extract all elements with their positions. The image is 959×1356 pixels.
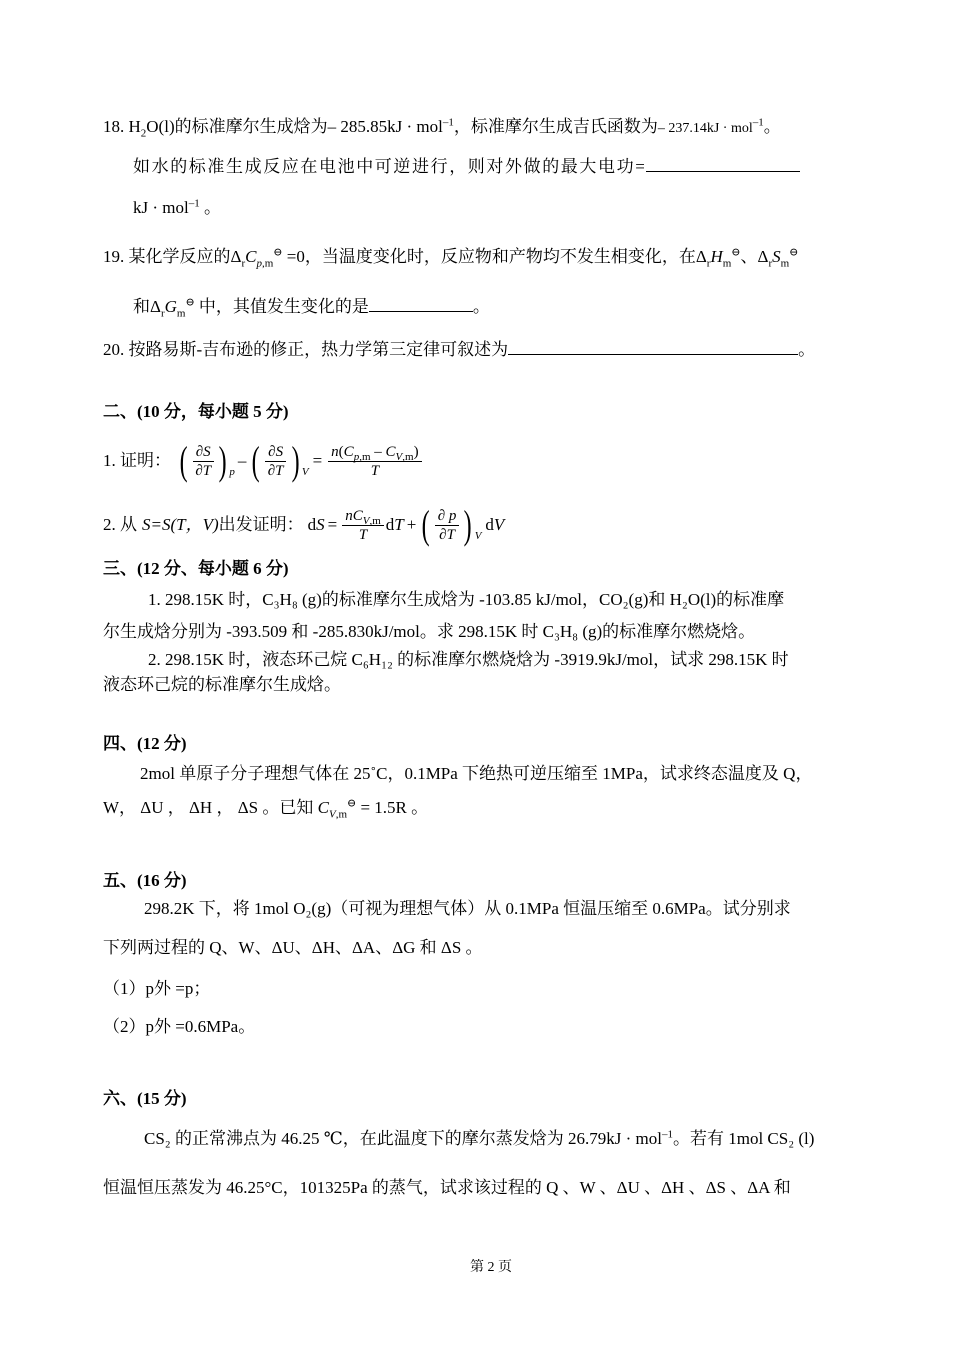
section-4-heading: 四、(12 分): [103, 734, 187, 753]
delta-r-s: $\Delta_rS_m^⊖$: [757, 246, 799, 270]
sec5-case2: （2）p外 =0.6MPa。: [103, 1017, 256, 1036]
sec3-p2-line1: 2. 298.15K 时，液态环己烷 C₆H₁₂ 的标准摩尔燃烧焓为 -3919.9kJ/mol，试求 298.15K 时: [148, 650, 789, 669]
section-5-heading: 五、(16 分): [103, 871, 187, 890]
sec2-proof1: 1. 证明： ( $\frac{\partial S}{\partial T}$ ) p – ( $\frac{\partial S}{\partial T}$ ) V = $\frac{n(C_{p,m} - C_{V,m})}{T}$: [103, 438, 424, 484]
eq-proof2: d S = $\frac{nC_{V,m}}{T}$ d T + ( $\frac{\partial p}{\partial T}$ ) V dV: [307, 502, 505, 547]
cv-m-symbol: $C_{V,m}^⊖$: [317, 797, 357, 821]
sec4-line1: 2mol 单原子分子理想气体在 25˚C，0.1MPa 下绝热可逆压缩至 1MPa，试求终态温度及 Q，: [140, 764, 813, 783]
section-2-heading: 二、(10 分，每小题 5 分): [103, 402, 289, 421]
dHf-value: – 285.85kJ · mol: [327, 117, 443, 136]
sec4-line2: W， ΔU ， ΔH ， ΔS 。已知 $C_{V,m}^⊖ = 1.5R$ 。: [103, 797, 429, 821]
sec5-case1: （1）p外 =p；: [103, 979, 211, 998]
answer-blank-q19[interactable]: [369, 296, 473, 312]
sec2-proof2: 2. 从 S=S(T，V) 出发证明： d S = $\frac{nC_{V,m}}{T}$ d T + ( $\frac{\partial p}{\partial T}$ ) V dV: [103, 502, 505, 547]
sec6-line2: 恒温恒压蒸发为 46.25°C，101325Pa 的蒸气，试求该过程的 Q 、W 、ΔU 、ΔH 、ΔS 、ΔA 和: [103, 1178, 791, 1197]
dGf-value: – 237.14kJ · mol: [657, 121, 753, 136]
q18-line3: kJ · mol$^{-1}$ 。: [133, 197, 221, 217]
sec3-p1-line1: 1. 298.15K 时，C₃H₈ (g)的标准摩尔生成焓为 -103.85 kJ/mol，CO₂(g)和 H₂O(l)的标准摩: [148, 590, 785, 609]
q19-line2: 和$\Delta_rG_m^⊖$ 中，其值发生变化的是 。: [133, 296, 490, 320]
section-3-heading: 三、(12 分、每小题 6 分): [103, 559, 289, 578]
sec5-line1: 298.2K 下，将 1mol O₂(g)（可视为理想气体）从 0.1MPa 恒温压缩至 0.6MPa。试分别求: [144, 899, 791, 918]
delta-r-cp: $\Delta_rC_{p,m}^⊖$: [230, 246, 283, 270]
eq-proof1: ( $\frac{\partial S}{\partial T}$ ) p – ( $\frac{\partial S}{\partial T}$ ) V = $\frac{n(C_{p,m} - C_{V,m})}{T}$: [177, 438, 424, 484]
q19-line1: 19. 某化学反应的$\Delta_rC_{p,m}^⊖ =0$，当温度变化时，反应物和产物均不发生相变化，在$\Delta_rH_m^⊖$、$\Delta_rS_m^⊖$: [103, 246, 799, 270]
answer-blank-q20[interactable]: [508, 339, 798, 355]
q18-line2: 如水的标准生成反应在电池中可逆进行，则对外做的最大电功=: [133, 156, 800, 178]
q20: 20. 按路易斯-吉布逊的修正，热力学第三定律可叙述为 。: [103, 340, 816, 359]
sec5-line2: 下列两过程的 Q、W、ΔU、ΔH、ΔA、ΔG 和 ΔS 。: [103, 938, 483, 957]
sec3-p2-line2: 液态环己烷的标准摩尔生成焓。: [103, 675, 341, 694]
delta-r-g: $\Delta_rG_m^⊖$: [150, 296, 195, 320]
sec6-line1: CS₂ 的正常沸点为 46.25 ℃，在此温度下的摩尔蒸发焓为 26.79kJ · mol$^{-1}$。若有 1mol CS₂ (l): [144, 1128, 815, 1148]
sec3-p1-line2: 尔生成焓分别为 -393.509 和 -285.830kJ/mol。求 298.15K 时 C₃H₈ (g)的标准摩尔燃烧焓。: [103, 622, 756, 641]
delta-r-h: $\Delta_rH_m^⊖$: [695, 246, 741, 270]
q18-line1: 18. $H_2O(l)$的标准摩尔生成焓为– 285.85kJ · mol$^{-1}$，标准摩尔生成吉氏函数为– 237.14kJ · mol$^{-1}$。: [103, 116, 781, 140]
answer-blank-q18[interactable]: [646, 156, 800, 172]
page-number: 第 2 页: [470, 1260, 512, 1275]
section-6-heading: 六、(15 分): [103, 1089, 187, 1108]
